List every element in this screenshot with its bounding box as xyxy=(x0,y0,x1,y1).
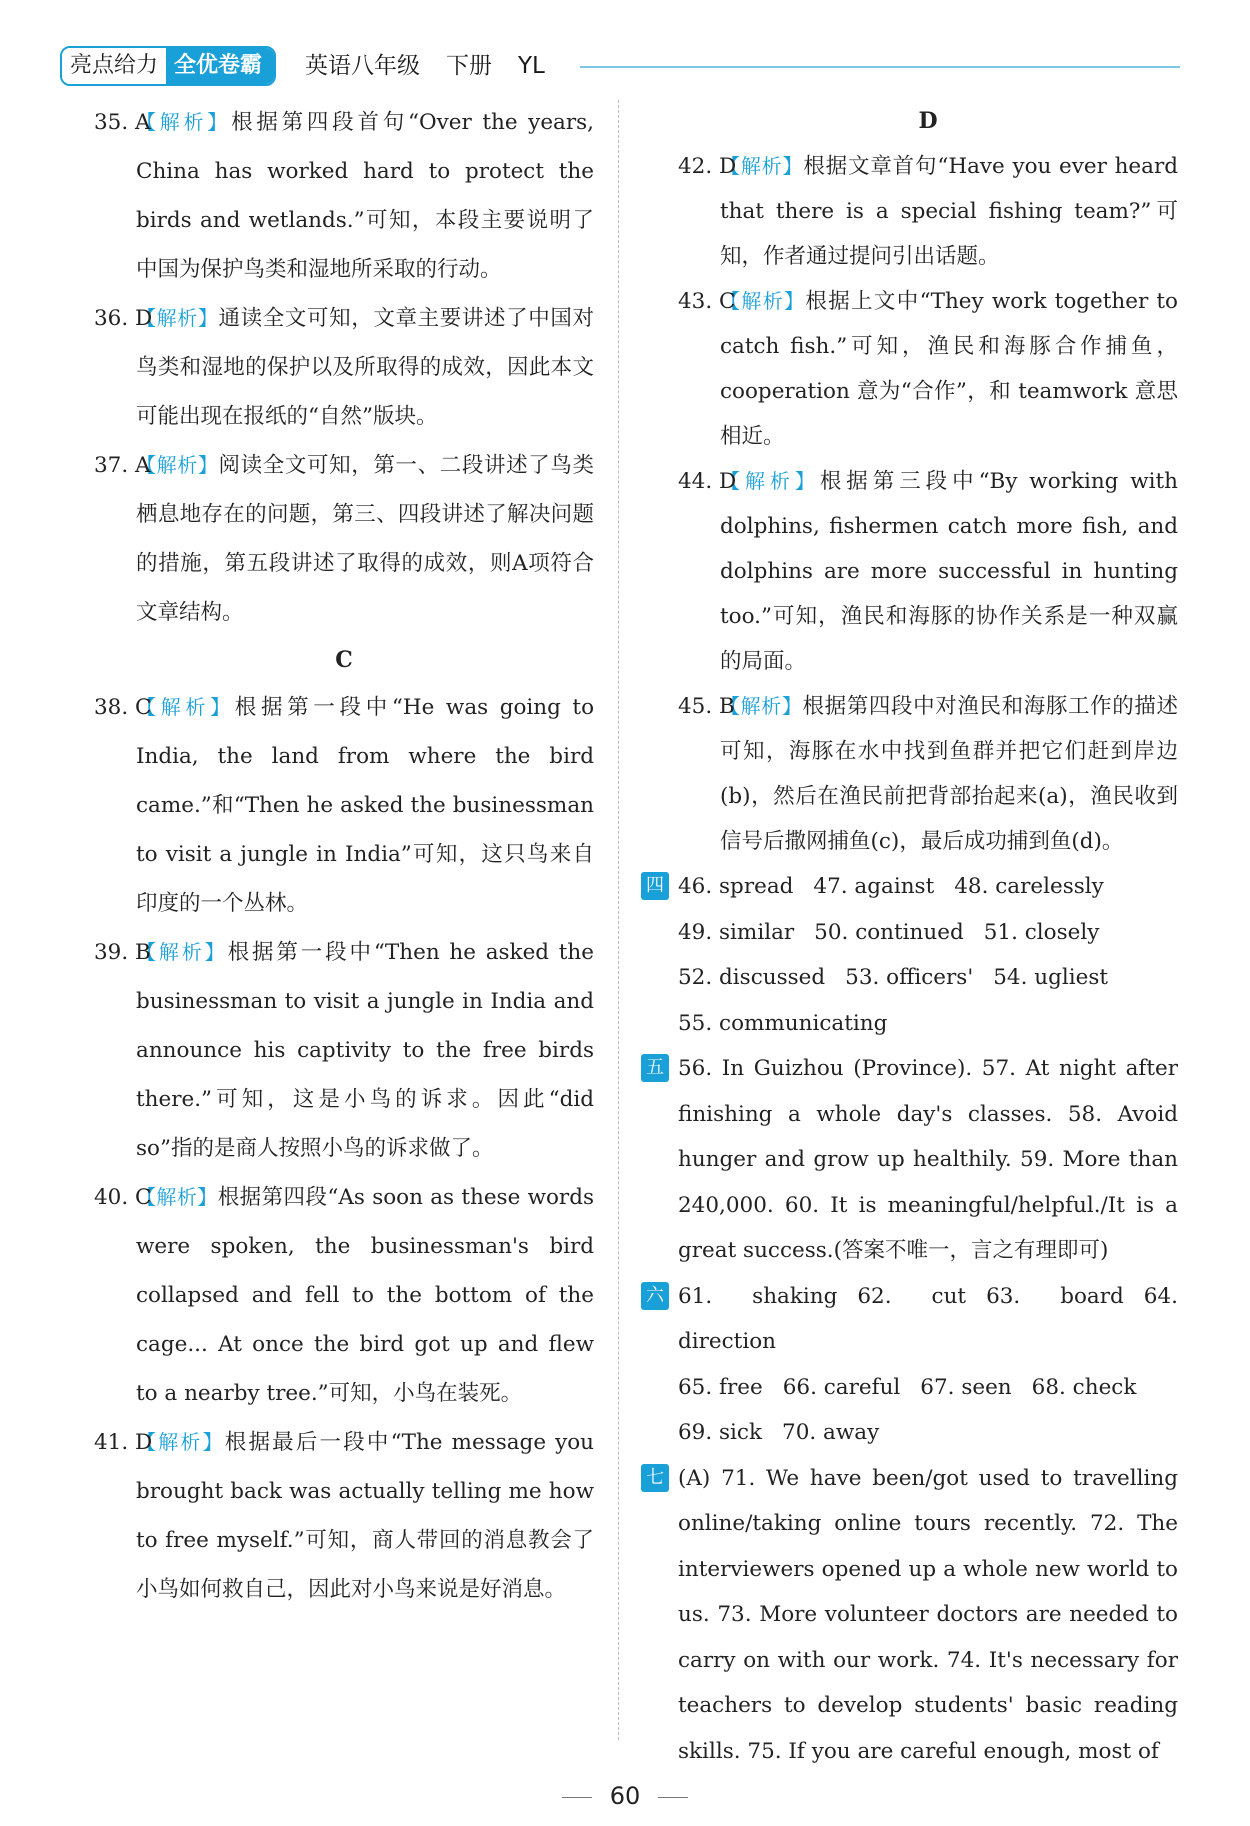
dash-right xyxy=(658,1797,688,1798)
answer-word: 54. ugliest xyxy=(993,965,1109,990)
question-number: 44. D xyxy=(678,469,737,494)
analysis-tag: 【解析】 xyxy=(136,695,235,719)
question-number: 37. A xyxy=(94,453,151,478)
answer-row xyxy=(678,1365,1178,1411)
analysis-tag: 【解析】 xyxy=(136,940,228,964)
answer-word: 48. carelessly xyxy=(954,874,1104,899)
answer-word: 50. continued xyxy=(814,919,964,945)
answer-item xyxy=(678,459,1178,684)
part-five-answers xyxy=(646,1046,1178,1274)
analysis-tag: 【解析】 xyxy=(136,1430,225,1454)
explanation: 通读全文可知，文章主要讲述了中国对鸟类和湿地的保护以及所取得的成效，因此本文可能出现在报纸的“自然”版块。 xyxy=(136,306,594,429)
answer-word: 46. spread xyxy=(678,874,794,899)
page-header xyxy=(60,46,1180,86)
explanation: 根据第三段中“By working with dolphins, fishermen catch more fish, and dolphins are more successful in hunting too.”可知，渔民和海豚的协作关系是一种双赢的局面。 xyxy=(720,469,1178,674)
explanation: 根据第一段中“He was going to India, the land from where the bird came.”和“Then he asked the businessman to visit a jungle in India”可知，这只鸟来自印度的一个丛林。 xyxy=(136,695,595,916)
question-number: 43. C xyxy=(678,289,736,314)
answer-word: 64. direction xyxy=(678,1283,1178,1354)
brand-left: 亮点给力 xyxy=(62,48,166,84)
answer-word: 68. check xyxy=(1031,1374,1137,1400)
explanation: 根据第四段中对渔民和海豚工作的描述可知，海豚在水中找到鱼群并把它们赶到岸边(b)，然后在渔民前把背部抬起来(a)，渔民收到信号后撒网捕鱼(c)，最后成功捕到鱼(d)。 xyxy=(720,694,1178,854)
answer-item xyxy=(678,144,1178,279)
answer-word: 51. closely xyxy=(983,919,1100,945)
answer-row xyxy=(678,1001,1178,1047)
question-number: 38. C xyxy=(94,695,152,720)
answer-item xyxy=(94,1418,594,1614)
question-number: 36. D xyxy=(94,306,153,331)
answer-item xyxy=(678,684,1178,864)
question-number: 42. D xyxy=(678,154,737,179)
answer-item xyxy=(94,683,594,928)
analysis-tag: 【解析】 xyxy=(720,154,804,178)
analysis-tag: 【解析】 xyxy=(720,289,806,313)
question-number: 45. B xyxy=(678,694,735,719)
answer-word: 49. similar xyxy=(678,919,795,945)
answer-word: 61. shaking xyxy=(678,1283,838,1309)
answer-row xyxy=(678,910,1178,956)
answer-row xyxy=(678,864,1178,910)
part-badge: 五 xyxy=(641,1054,669,1082)
answer-word: 65. free xyxy=(678,1374,763,1400)
dash-left xyxy=(562,1797,592,1798)
book-info xyxy=(305,48,571,84)
answer-word: 62. cut xyxy=(857,1283,967,1309)
part-four-answers xyxy=(646,864,1178,1046)
answer-word: 53. officers' xyxy=(845,965,974,990)
answer-row xyxy=(678,1274,1178,1365)
section-heading-d: D xyxy=(918,108,938,134)
explanation: 根据文章首句“Have you ever heard that there is a special fishing team?”可知，作者通过提问引出话题。 xyxy=(720,154,1179,269)
answer-row xyxy=(678,955,1178,1001)
answer-text: (A) 71. We have been/got used to travelling online/taking online tours recently. 72. The interviewers opened up a whole new world to us. 73. More volunteer doctors are needed to carry on with our work. 74. It's necessary for teachers to develop students' basic reading skills. 75. If you are careful enough, most of xyxy=(678,1465,1178,1764)
question-number: 41. D xyxy=(94,1430,153,1455)
question-number: 39. B xyxy=(94,940,151,965)
answer-item xyxy=(94,98,594,294)
volume: 下册 xyxy=(446,53,492,79)
question-number: 35. A xyxy=(94,110,151,135)
explanation: 根据第四段首句“Over the years, China has worked hard to protect the birds and wetlands.”可知，本段主要说明了中国为保护鸟类和湿地所采取的行动。 xyxy=(136,110,595,282)
answer-text: 56. In Guizhou (Province). 57. At night after finishing a whole day's classes. 58. Avoid hunger and grow up healthily. 59. More than 240,000. 60. It is meaningful/helpful./It is a great success.(答案不唯一，言之有理即可) xyxy=(678,1056,1178,1263)
part-six-answers xyxy=(646,1274,1178,1456)
analysis-tag: 【解析】 xyxy=(720,694,803,718)
analysis-tag: 【解析】 xyxy=(136,1185,218,1209)
answer-item xyxy=(94,1173,594,1418)
part-badge: 六 xyxy=(641,1282,669,1310)
answer-word: 69. sick xyxy=(678,1420,763,1445)
subject: 英语八年级 xyxy=(305,53,420,79)
answer-word: 47. against xyxy=(813,874,935,899)
question-number: 40. C xyxy=(94,1185,152,1210)
answer-item xyxy=(94,928,594,1173)
explanation: 根据最后一段中“The message you brought back was actually telling me how to free myself.”可知，商人带回的消息教会了小鸟如何救自己，因此对小鸟来说是好消息。 xyxy=(136,1430,595,1602)
right-column xyxy=(646,98,1179,1774)
analysis-tag: 【解析】 xyxy=(720,469,820,493)
brand-logo xyxy=(60,46,276,86)
section-heading-c: C xyxy=(335,647,353,673)
answer-word: 52. discussed xyxy=(678,965,826,990)
answer-item xyxy=(94,294,594,441)
explanation: 根据第一段中“Then he asked the businessman to visit a jungle in India and announce his captivity to the free birds there.”可知，这是小鸟的诉求。因此“did so”指的是商人按照小鸟的诉求做了。 xyxy=(136,940,595,1161)
answer-item xyxy=(94,441,594,637)
answer-word: 63. board xyxy=(986,1283,1124,1309)
answer-word: 55. communicating xyxy=(678,1010,888,1036)
left-column xyxy=(94,98,594,1614)
page-number-text: 60 xyxy=(609,1782,641,1810)
column-divider xyxy=(618,100,619,1740)
answer-row xyxy=(678,1410,1178,1456)
part-badge: 七 xyxy=(641,1464,669,1492)
explanation: 根据第四段“As soon as these words were spoken, the businessman's bird collapsed and fell to the bottom of the cage... At once the bird got up and flew to a nearby tree.”可知，小鸟在装死。 xyxy=(136,1185,595,1406)
edition: YL xyxy=(518,53,545,79)
page-number xyxy=(0,1782,1250,1810)
part-badge: 四 xyxy=(641,872,669,900)
analysis-tag: 【解析】 xyxy=(136,453,219,477)
part-seven-answers xyxy=(646,1456,1178,1775)
answer-item xyxy=(678,279,1178,459)
explanation: 根据上文中“They work together to catch fish.”可知，渔民和海豚合作捕鱼，cooperation 意为“合作”，和 teamwork 意思相近。 xyxy=(720,289,1178,449)
explanation: 阅读全文可知，第一、二段讲述了鸟类栖息地存在的问题，第三、四段讲述了解决问题的措施，第五段讲述了取得的成效，则A项符合文章结构。 xyxy=(136,453,594,625)
answer-word: 70. away xyxy=(782,1420,880,1445)
analysis-tag: 【解析】 xyxy=(136,306,219,330)
analysis-tag: 【解析】 xyxy=(136,110,232,134)
brand-right: 全优卷霸 xyxy=(166,48,274,84)
answer-word: 67. seen xyxy=(920,1374,1012,1400)
header-rule xyxy=(580,66,1180,68)
answer-word: 66. careful xyxy=(782,1374,901,1400)
